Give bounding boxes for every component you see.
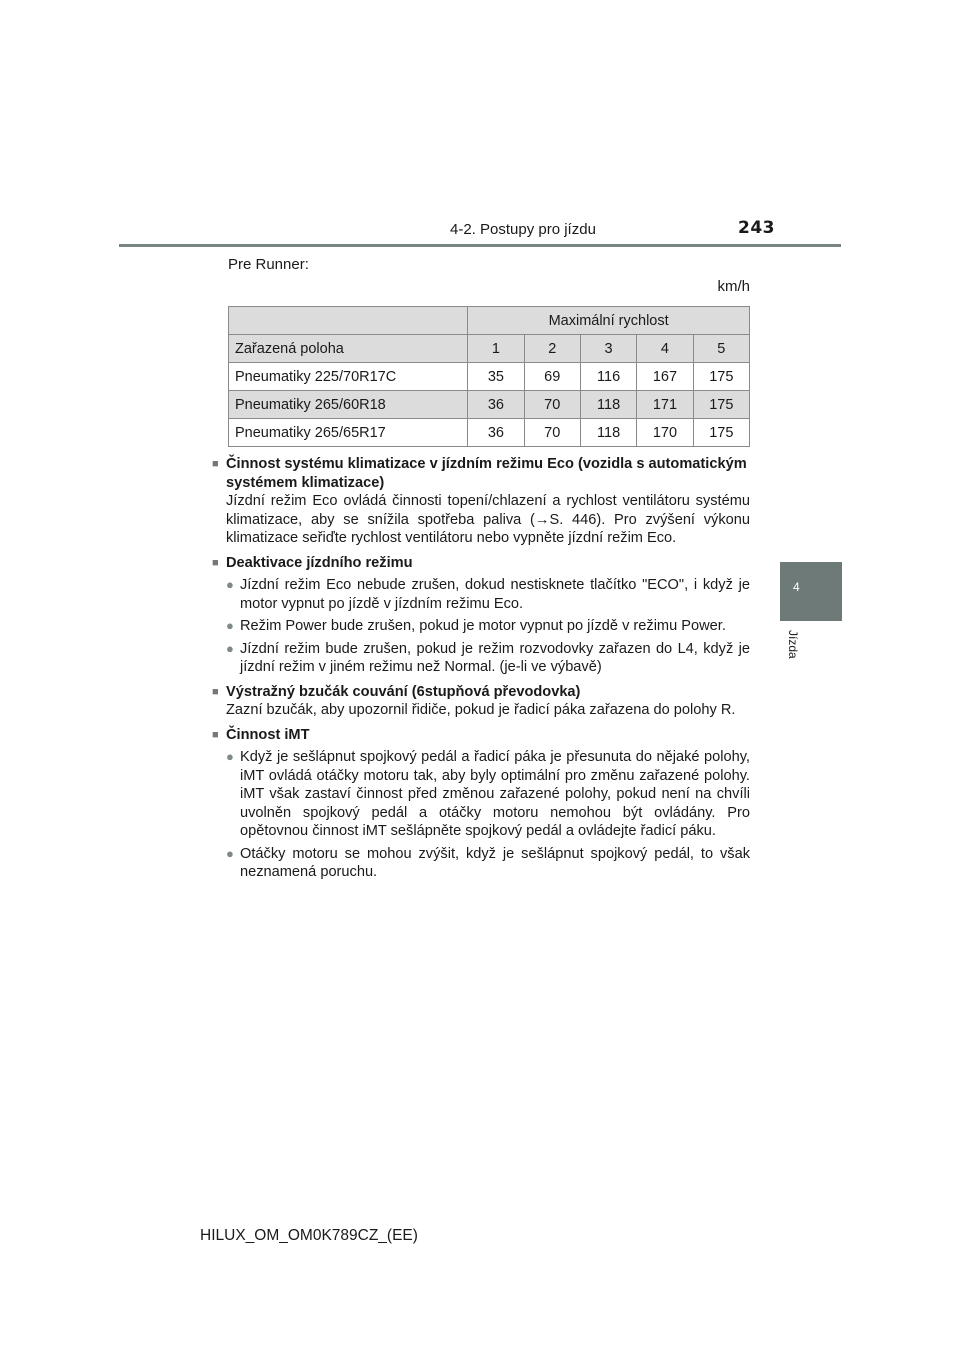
header-divider xyxy=(119,244,841,247)
table-header-max-speed: Maximální rychlost xyxy=(468,307,750,335)
speed-cell: 70 xyxy=(524,391,580,419)
speed-cell: 118 xyxy=(580,391,636,419)
unit-label: km/h xyxy=(717,278,750,295)
speed-cell: 167 xyxy=(637,363,693,391)
speed-cell: 170 xyxy=(637,419,693,447)
list-item xyxy=(212,617,750,636)
speed-cell: 175 xyxy=(693,391,749,419)
square-bullet-icon: ■ xyxy=(212,685,219,698)
section-body: Jízdní režim Eco ovládá činnosti topení/chlazení a rychlost ventilátoru systému klimatizace, aby se snížila spotřeba paliva (→S. 446). Pro zvýšení výkonu klimatizace seřiďte rychlost ventilátoru nebo vypněte jízdní režim Eco. xyxy=(226,493,750,546)
list-item-text: Jízdní režim bude zrušen, pokud je režim rozvodovky zařazen do L4, když je jízdní režim v jiném režimu než Normal. (je-li ve výbavě) xyxy=(240,640,750,675)
chapter-tab-number: 4 xyxy=(793,580,800,594)
section-title xyxy=(212,726,750,745)
list-item xyxy=(212,748,750,841)
chapter-tab-label: Jízda xyxy=(786,630,800,659)
table-row xyxy=(229,391,750,419)
square-bullet-icon: ■ xyxy=(212,728,219,741)
gear-cell: 5 xyxy=(693,335,749,363)
intro-label: Pre Runner: xyxy=(228,256,309,273)
speed-cell: 171 xyxy=(637,391,693,419)
table-gear-row xyxy=(229,335,750,363)
section-title-text: Výstražný bzučák couvání (6stupňová převodovka) xyxy=(226,683,581,700)
list-item xyxy=(212,576,750,613)
circle-bullet-icon: ● xyxy=(226,618,234,633)
table-row xyxy=(229,363,750,391)
speed-cell: 36 xyxy=(468,391,524,419)
body-content xyxy=(212,455,750,888)
table-row xyxy=(229,419,750,447)
list-item xyxy=(212,845,750,882)
speed-cell: 175 xyxy=(693,419,749,447)
section-klimatizace xyxy=(212,455,750,548)
speed-cell: 118 xyxy=(580,419,636,447)
section-title xyxy=(212,683,750,702)
square-bullet-icon: ■ xyxy=(212,458,219,470)
list-item-text: Když je sešlápnut spojkový pedál a řadicí páka je přesunuta do nějaké polohy, iMT ovládá otáčky motoru tak, aby byly optimální pro změnu zařazené polohy. iMT však zastaví činnost před změnou zařazené polohy, pokud není na chvíli uvolněn spojkový pedál a otáčky motoru nemohou být ovládány. Pro opětovnou činnost iMT sešlápněte spojkový pedál a ovládejte řadicí páku. xyxy=(240,749,750,839)
section-title-text: Deaktivace jízdního režimu xyxy=(226,554,413,571)
speed-cell: 69 xyxy=(524,363,580,391)
circle-bullet-icon: ● xyxy=(226,640,234,656)
tire-label: Pneumatiky 265/60R18 xyxy=(229,391,468,419)
section-title xyxy=(212,455,750,492)
square-bullet-icon: ■ xyxy=(212,556,219,569)
gear-cell: 1 xyxy=(468,335,524,363)
section-deaktivace xyxy=(212,554,750,677)
circle-bullet-icon: ● xyxy=(226,749,234,764)
speed-cell: 175 xyxy=(693,363,749,391)
section-title-text: Činnost systému klimatizace v jízdním režimu Eco (vozidla s automatickým systémem klimatizace) xyxy=(226,456,747,491)
list-item-text: Otáčky motoru se mohou zvýšit, když je sešlápnut spojkový pedál, to však neznamená poruchu. xyxy=(240,845,750,880)
gear-cell: 3 xyxy=(580,335,636,363)
max-speed-table xyxy=(228,306,750,447)
gear-cell: 4 xyxy=(637,335,693,363)
tire-label: Pneumatiky 225/70R17C xyxy=(229,363,468,391)
speed-cell: 35 xyxy=(468,363,524,391)
table-header-row xyxy=(229,307,750,335)
section-title xyxy=(212,554,750,573)
speed-cell: 70 xyxy=(524,419,580,447)
circle-bullet-icon: ● xyxy=(226,577,234,592)
section-body: Zazní bzučák, aby upozornil řidiče, pokud je řadicí páka zařazena do polohy R. xyxy=(226,702,736,718)
section-heading: 4-2. Postupy pro jízdu xyxy=(450,221,596,238)
list-item xyxy=(212,640,750,677)
tire-label: Pneumatiky 265/65R17 xyxy=(229,419,468,447)
gear-cell: 2 xyxy=(524,335,580,363)
speed-cell: 116 xyxy=(580,363,636,391)
table-header-empty xyxy=(229,307,468,335)
page-number: 243 xyxy=(738,218,775,238)
gear-label: Zařazená poloha xyxy=(229,335,468,363)
list-item-text: Režim Power bude zrušen, pokud je motor vypnut po jízdě v režimu Power. xyxy=(240,618,726,634)
document-footer-id: HILUX_OM_OM0K789CZ_(EE) xyxy=(200,1227,418,1244)
section-bzucak xyxy=(212,683,750,720)
section-imt xyxy=(212,726,750,882)
list-item-text: Jízdní režim Eco nebude zrušen, dokud nestisknete tlačítko "ECO", i když je motor vypnut po jízdě v jízdním režimu Eco. xyxy=(240,577,750,612)
section-title-text: Činnost iMT xyxy=(226,726,310,743)
chapter-tab xyxy=(780,562,842,621)
speed-cell: 36 xyxy=(468,419,524,447)
circle-bullet-icon: ● xyxy=(226,845,234,861)
